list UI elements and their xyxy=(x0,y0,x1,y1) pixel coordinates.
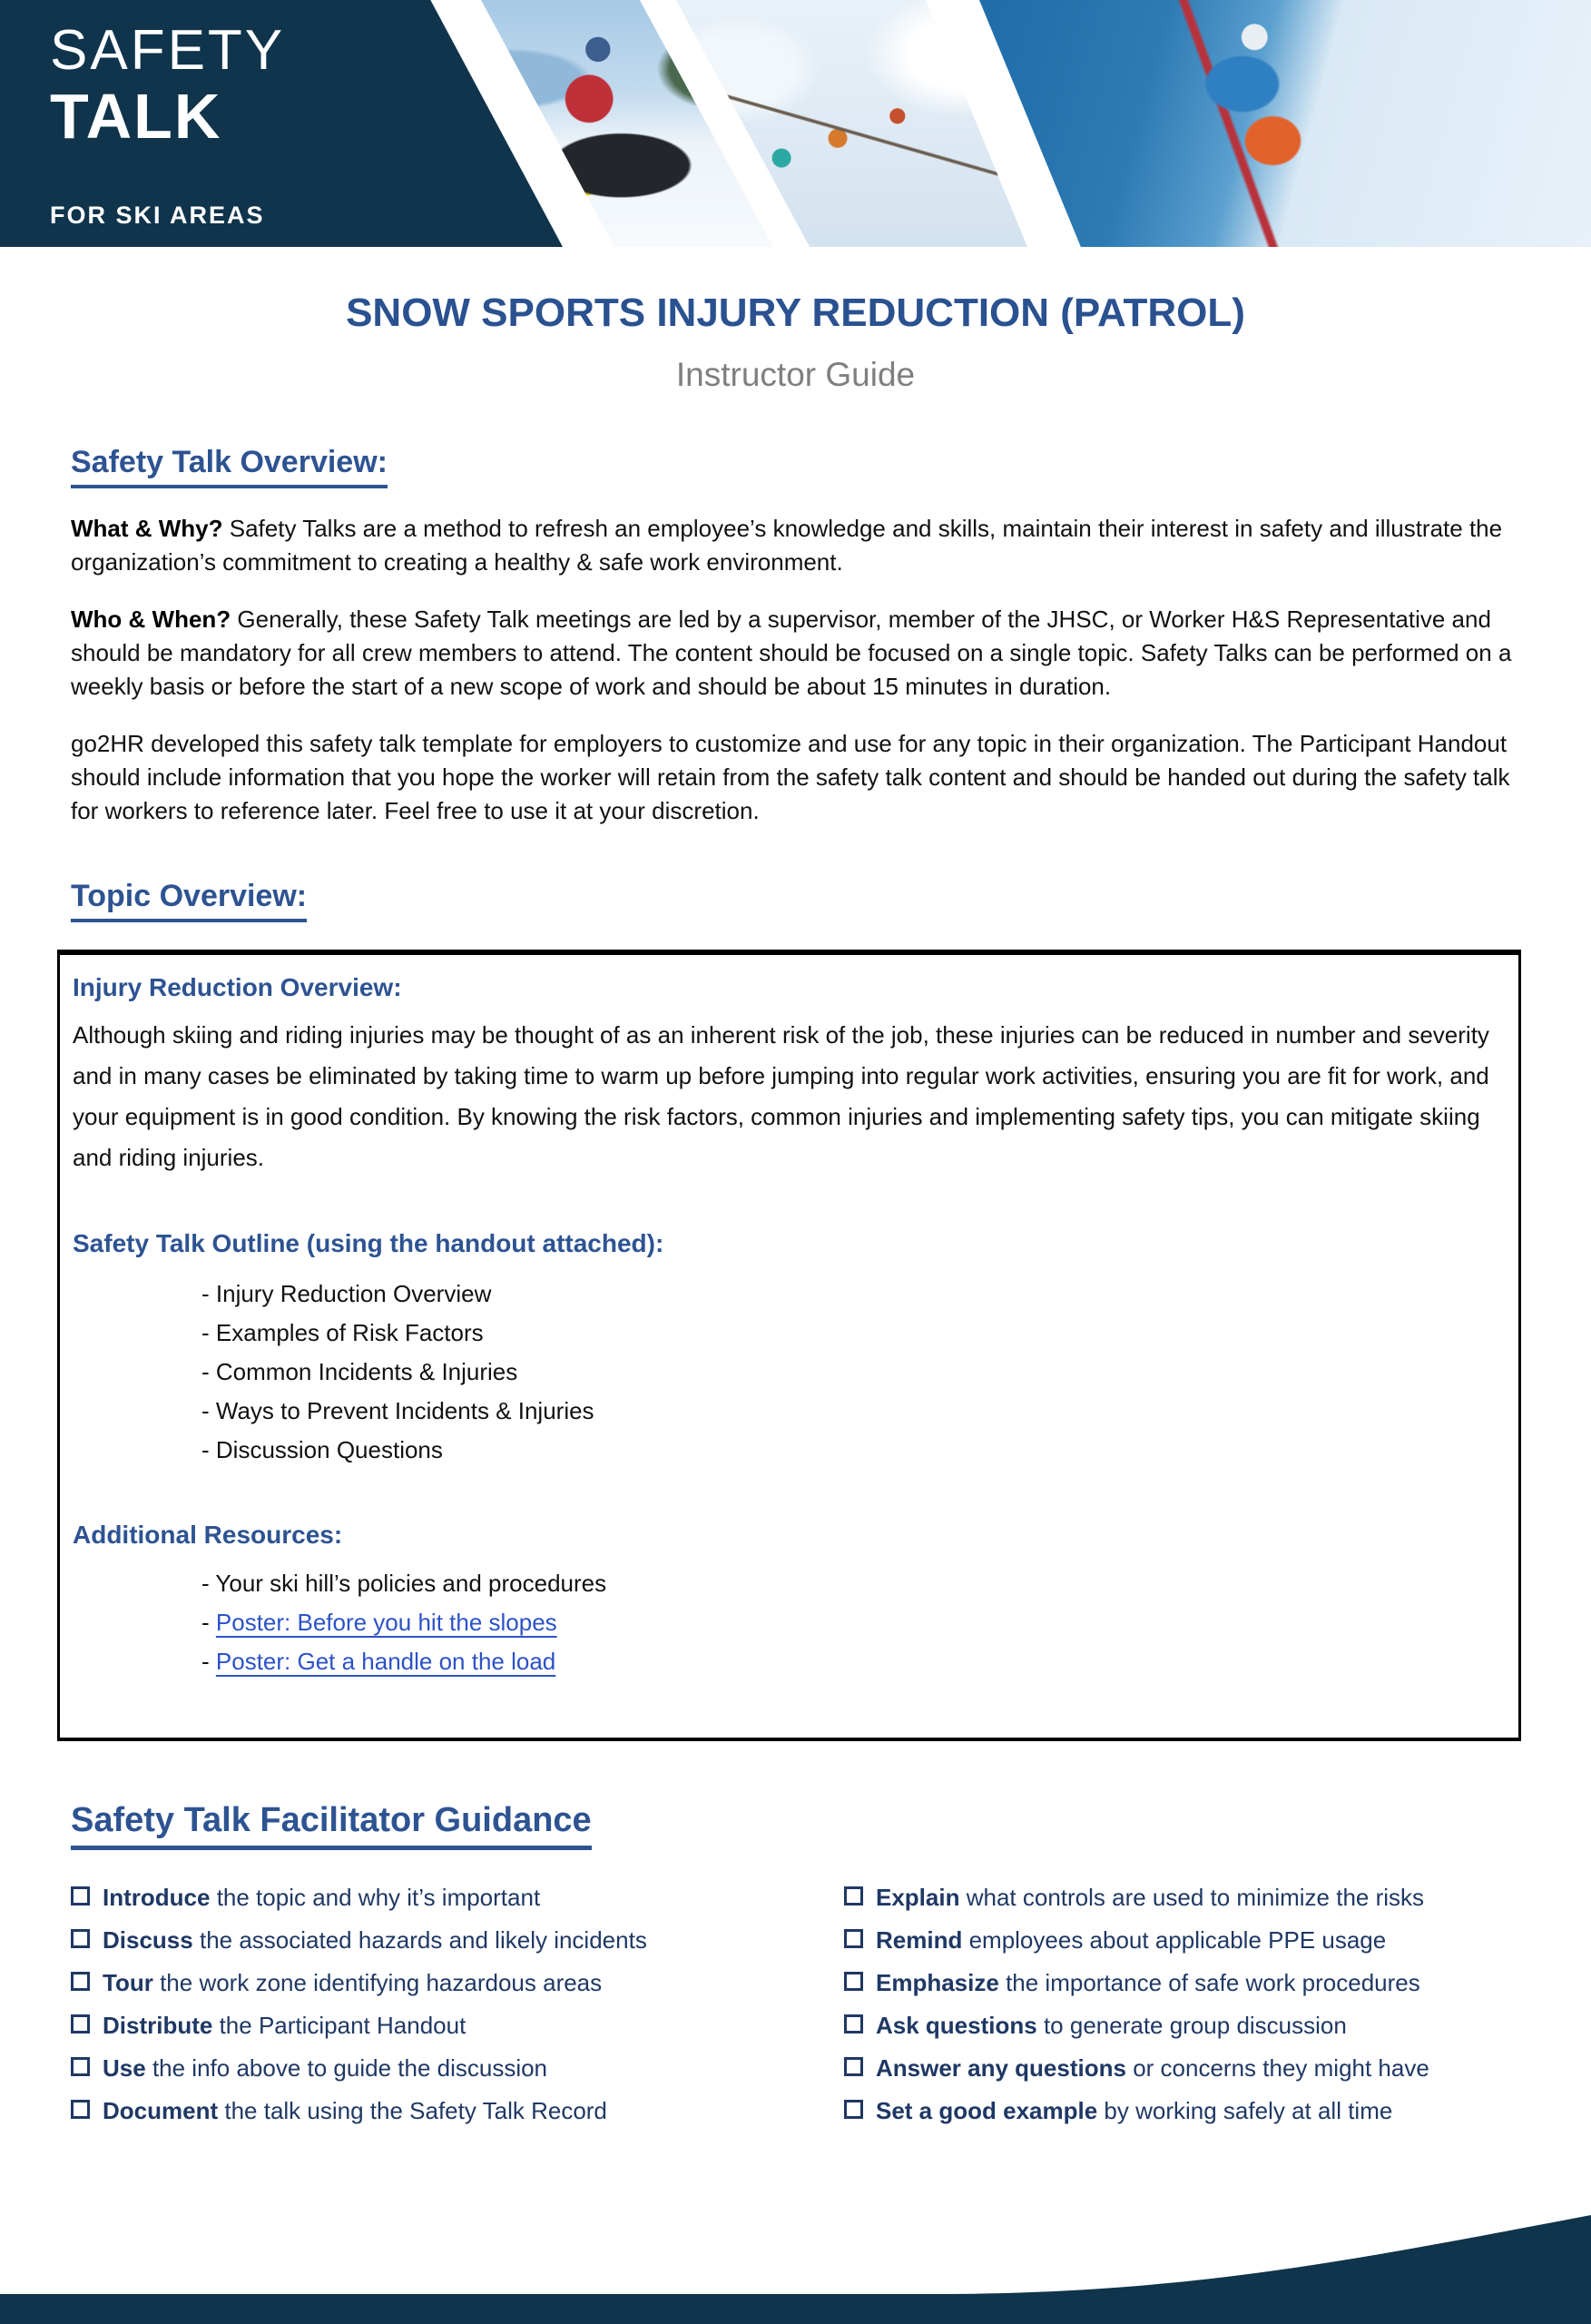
checklist-lead: Discuss xyxy=(103,1926,193,1954)
checkbox-icon xyxy=(844,2057,863,2076)
paragraph-who-when xyxy=(71,603,1520,704)
checkbox-icon xyxy=(844,2014,863,2034)
logo-tagline: FOR SKI AREAS xyxy=(50,202,265,229)
checklist-lead: Tour xyxy=(103,1969,153,1996)
checklist-item xyxy=(844,2096,1429,2139)
outline-list xyxy=(73,1275,1504,1470)
checkbox-icon xyxy=(71,1886,90,1905)
lead-what-why: What & Why? xyxy=(71,515,223,542)
checklist-text: the talk using the Safety Talk Record xyxy=(218,2097,607,2124)
heading-facilitator-guidance: Safety Talk Facilitator Guidance xyxy=(71,1801,1520,1850)
text-who-when: Generally, these Safety Talk meetings are led by a supervisor, member of the JHSC, or Worker H&S Representative and should be mandatory for all crew members to attend. The content should be focused on a single topic. Safety Talks can be performed on a weekly basis or before the start of a new scope of work and should be about 15 minutes in duration. xyxy=(71,606,1512,700)
checklist-text: the Participant Handout xyxy=(212,2012,466,2039)
checklist-lead: Ask questions xyxy=(876,2012,1037,2039)
resources-list xyxy=(73,1564,1504,1681)
heading-safety-talk-overview: Safety Talk Overview: xyxy=(71,445,1520,488)
checklist-item xyxy=(844,1883,1429,1925)
checklist-item xyxy=(844,2011,1429,2053)
checkbox-icon xyxy=(844,1972,863,1991)
list-item: - Common Incidents & Injuries xyxy=(201,1353,1504,1392)
topic-overview-box xyxy=(57,950,1521,1741)
checklist-text: what controls are used to minimize the risks xyxy=(959,1884,1425,1911)
heading-safety-talk-outline: Safety Talk Outline (using the handout attached): xyxy=(73,1229,664,1257)
list-item: - Injury Reduction Overview xyxy=(201,1275,1504,1314)
checklist-lead: Explain xyxy=(876,1884,960,1911)
checklist-lead: Answer any questions xyxy=(876,2054,1126,2082)
checklist-item xyxy=(71,2053,844,2096)
checkbox-icon xyxy=(844,1886,863,1905)
paragraph-what-why xyxy=(71,512,1520,579)
checklist-lead: Distribute xyxy=(103,2012,213,2039)
checklist-lead: Set a good example xyxy=(876,2097,1098,2124)
checkbox-icon xyxy=(844,2100,863,2119)
checklist-item xyxy=(844,2053,1429,2096)
checklist-right-column xyxy=(844,1883,1429,2139)
checklist-lead: Introduce xyxy=(103,1884,211,1911)
list-item: - Ways to Prevent Incidents & Injuries xyxy=(201,1392,1504,1431)
checklist-item xyxy=(71,1925,844,1968)
checklist-text: the associated hazards and likely incidents xyxy=(192,1926,647,1954)
checklist-text: or concerns they might have xyxy=(1125,2054,1429,2082)
checkbox-icon xyxy=(844,1929,863,1948)
checklist-text: employees about applicable PPE usage xyxy=(962,1926,1387,1954)
list-item: - Your ski hill’s policies and procedures xyxy=(201,1564,1504,1603)
checkbox-icon xyxy=(71,1972,90,1991)
checklist-item xyxy=(71,2096,844,2139)
paragraph-go2hr xyxy=(71,727,1520,828)
logo-word-safety: SAFETY xyxy=(50,19,286,82)
list-item xyxy=(201,1642,1504,1681)
checklist-item xyxy=(71,2011,844,2053)
logo-word-talk: TALK xyxy=(50,81,222,152)
text-what-why: Safety Talks are a method to refresh an employee’s knowledge and skills, maintain their interest in safety and illustrate the organization’s commitment to creating a healthy & safe work environment. xyxy=(71,515,1503,576)
heading-additional-resources: Additional Resources: xyxy=(73,1521,343,1549)
link-poster-get-a-handle-on-the-load[interactable]: Poster: Get a handle on the load xyxy=(215,1648,556,1675)
checklist-item xyxy=(844,1968,1429,2011)
list-item: - Examples of Risk Factors xyxy=(201,1314,1504,1353)
injury-reduction-text: Although skiing and riding injuries may be thought of as an inherent risk of the job, these injuries can be reduced in number and severity and in many cases be eliminated by taking time to warm up before jumping into regular work activities, ensuring you are fit for work, and your equipment is in good condition. By knowing the risk factors, common injuries and implementing safety tips, you can mitigate skiing and riding injuries. xyxy=(73,1021,1489,1171)
checklist-lead: Remind xyxy=(876,1926,963,1954)
checkbox-icon xyxy=(71,2014,90,2034)
checkbox-icon xyxy=(71,2100,90,2119)
checklist-item xyxy=(844,1925,1429,1968)
text-go2hr: go2HR developed this safety talk template for employers to customize and use for any topic in their organization. The Participant Handout should include information that you hope the worker will retain from the safety talk content and should be handed out during the safety talk for workers to reference later. Feel free to use it at your discretion. xyxy=(71,730,1510,824)
checklist-text: the info above to guide the discussion xyxy=(145,2054,548,2082)
checkbox-icon xyxy=(71,1929,90,1948)
lead-who-when: Who & When? xyxy=(71,606,231,633)
checklist-text: by working safely at all time xyxy=(1097,2097,1393,2124)
heading-topic-overview: Topic Overview: xyxy=(71,879,1520,922)
heading-injury-reduction-overview: Injury Reduction Overview: xyxy=(73,973,402,1001)
footer-curve xyxy=(0,2213,1591,2324)
checklist-lead: Use xyxy=(103,2054,146,2082)
list-item xyxy=(201,1603,1504,1642)
checkbox-icon xyxy=(71,2057,90,2076)
checklist-text: to generate group discussion xyxy=(1036,2012,1347,2039)
facilitator-checklist xyxy=(71,1883,1520,2139)
checklist-text: the work zone identifying hazardous areas xyxy=(152,1969,603,1996)
checklist-text: the topic and why it’s important xyxy=(210,1884,541,1911)
checklist-lead: Document xyxy=(103,2097,219,2124)
link-poster-before-you-hit-the-slopes[interactable]: Poster: Before you hit the slopes xyxy=(215,1609,557,1636)
checklist-text: the importance of safe work procedures xyxy=(998,1969,1420,1996)
checklist-lead: Emphasize xyxy=(876,1969,999,1996)
list-item: - Discussion Questions xyxy=(201,1431,1504,1470)
page-subtitle: Instructor Guide xyxy=(675,356,916,393)
page-title: SNOW SPORTS INJURY REDUCTION (PATROL) xyxy=(346,290,1245,335)
checklist-item xyxy=(71,1968,844,2011)
checklist-left-column xyxy=(71,1883,844,2139)
checklist-item xyxy=(71,1883,844,1925)
